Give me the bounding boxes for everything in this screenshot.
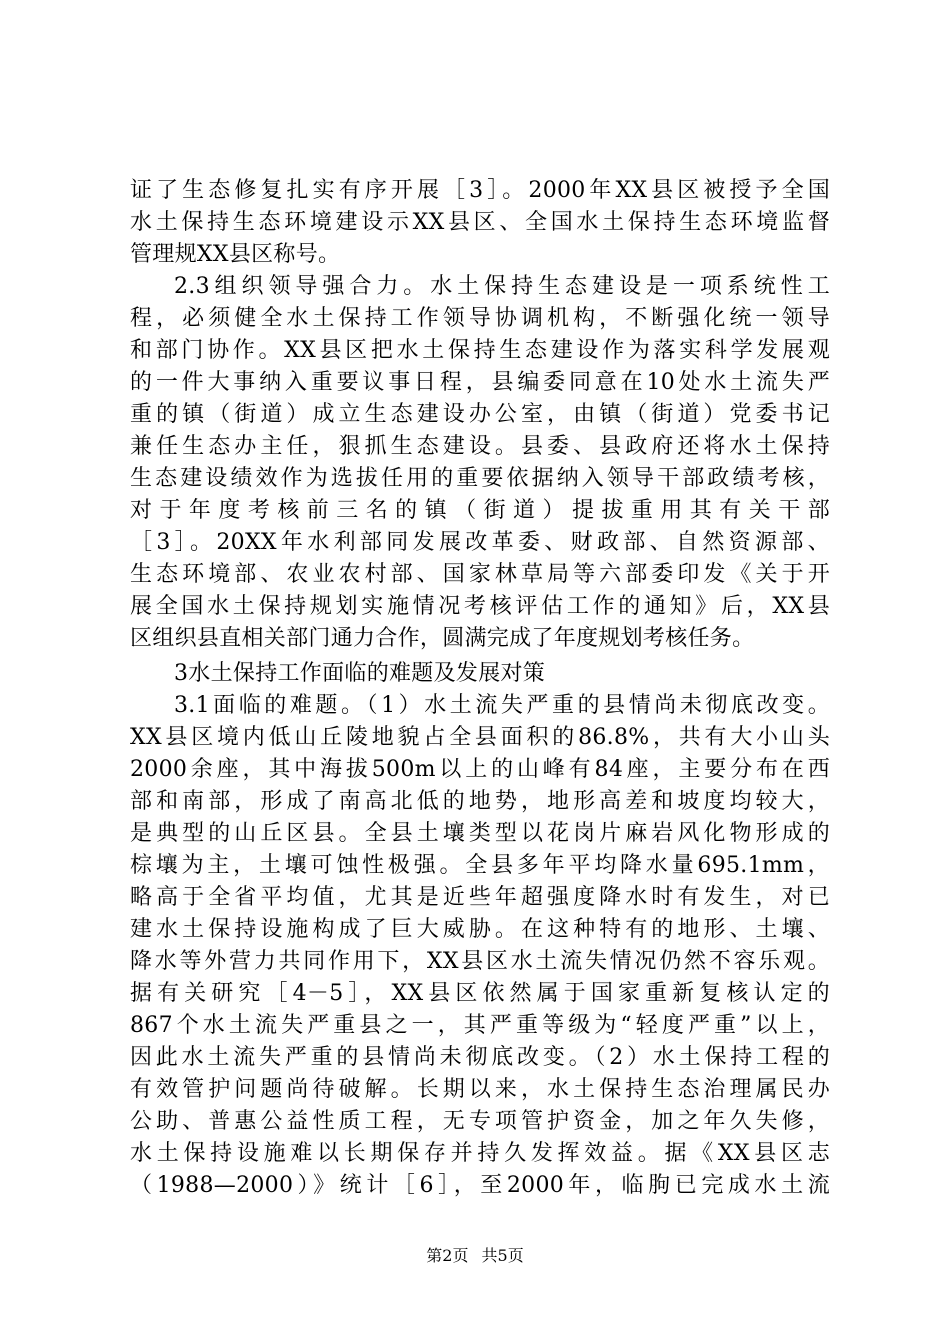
paragraph-3-1 (130, 690, 830, 1202)
text-line: 水土保持生态环境建设示XX县区、全国水土保持生态环境监督 (130, 210, 830, 235)
text-line: 管理规XX县区称号。 (130, 242, 341, 267)
text-line: 和部门协作。XX县区把水土保持生态建设作为落实科学发展观 (130, 338, 830, 363)
text-line: 区组织县直相关部门通力合作，圆满完成了年度规划考核任务。 (130, 626, 755, 651)
page-footer (0, 1246, 950, 1266)
text-line: ［3］。20XX年水利部同发展改革委、财政部、自然资源部、 (130, 530, 830, 555)
text-line: XX县区境内低山丘陵地貌占全县面积的86.8%，共有大小山头 (130, 725, 830, 750)
text-line: 2.3组织领导强合力。水土保持生态建设是一项系统性工 (174, 274, 830, 299)
paragraph-2-3 (130, 271, 830, 655)
text-line: 降水等外营力共同作用下，XX县区水土流失情况仍然不容乐观。 (130, 949, 830, 974)
text-line: 程，必须健全水土保持工作领导协调机构，不断强化统一领导 (130, 306, 830, 331)
text-line: 证了生态修复扎实有序开展［3］。2000年XX县区被授予全国 (130, 178, 830, 203)
text-line: （1988—2000）》统计［6］，至2000年，临朐已完成水土流 (130, 1173, 830, 1198)
text-line: 因此水土流失严重的县情尚未彻底改变。（2）水土保持工程的 (130, 1045, 830, 1070)
text-line: 建水土保持设施构成了巨大威胁。在这种特有的地形、土壤、 (130, 917, 830, 942)
text-line: 部和南部，形成了南高北低的地势，地形高差和坡度均较大， (130, 789, 830, 814)
text-line: 生态环境部、农业农村部、国家林草局等六部委印发《关于开 (130, 562, 830, 587)
text-line: 867个水土流失严重县之一，其严重等级为“轻度严重”以上， (130, 1013, 830, 1038)
text-line: 棕壤为主，土壤可蚀性极强。全县多年平均降水量695.1mm， (130, 853, 830, 878)
section-heading-block (130, 658, 830, 690)
text-line: 略高于全省平均值，尤其是近些年超强度降水时有发生，对已 (130, 885, 830, 910)
text-line: 对于年度考核前三名的镇（街道）提拔重用其有关干部 (130, 498, 830, 523)
text-line: 公助、普惠公益性质工程，无专项管护资金，加之年久失修， (130, 1109, 830, 1134)
paragraph-continuation (130, 175, 830, 271)
text-line: 2000余座，其中海拔500m以上的山峰有84座，主要分布在西 (130, 757, 830, 782)
text-line: 的一件大事纳入重要议事日程，县编委同意在10处水土流失严 (130, 370, 830, 395)
text-line: 是典型的山丘区县。全县土壤类型以花岗片麻岩风化物形成的 (130, 821, 830, 846)
text-line: 展全国水土保持规划实施情况考核评估工作的通知》后，XX县 (130, 594, 830, 619)
section-heading: 3水土保持工作面临的难题及发展对策 (174, 661, 546, 686)
page-total: 共5页 (481, 1246, 524, 1265)
text-line: 重的镇（街道）成立生态建设办公室，由镇（街道）党委书记 (130, 402, 830, 427)
text-line: 据有关研究［4－5］，XX县区依然属于国家重新复核认定的 (130, 981, 830, 1006)
text-line: 生态建设绩效作为选拔任用的重要依据纳入领导干部政绩考核， (130, 466, 830, 491)
text-line: 3.1面临的难题。（1）水土流失严重的县情尚未彻底改变。 (174, 693, 830, 718)
text-line: 水土保持设施难以长期保存并持久发挥效益。据《XX县区志 (130, 1141, 830, 1166)
text-line: 兼任生态办主任，狠抓生态建设。县委、县政府还将水土保持 (130, 434, 830, 459)
text-line: 有效管护问题尚待破解。长期以来，水土保持生态治理属民办 (130, 1077, 830, 1102)
page-number: 第2页 (426, 1246, 469, 1265)
